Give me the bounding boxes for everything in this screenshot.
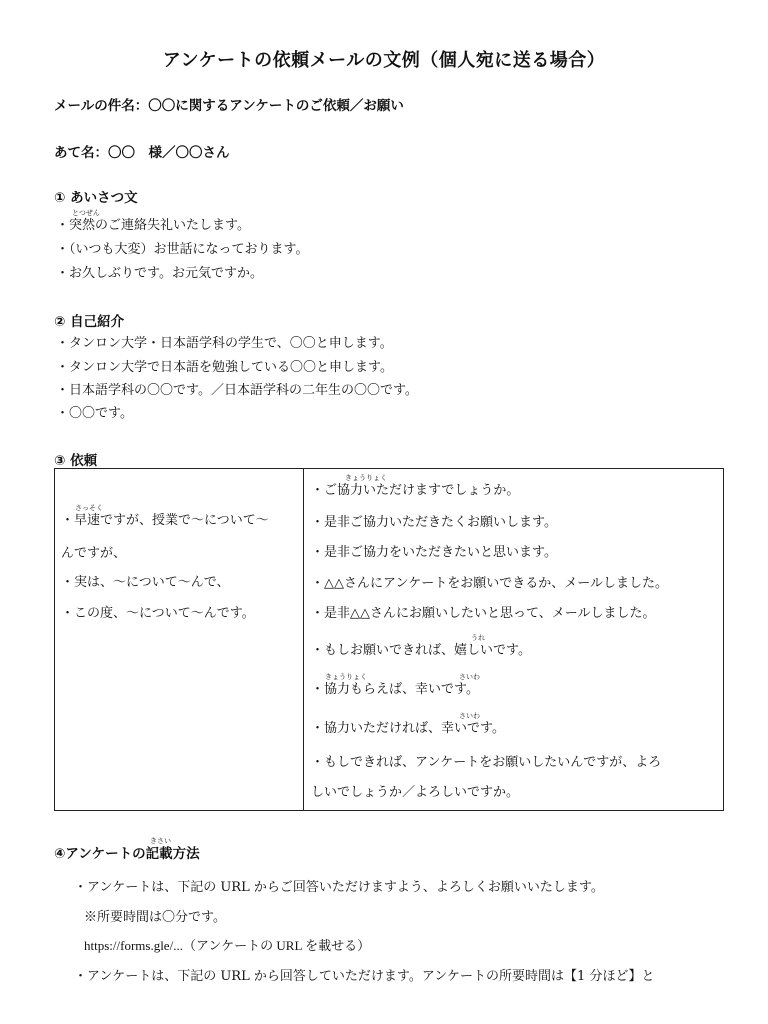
greeting-item: ・（いつも大変）お世話になっております。: [56, 242, 309, 257]
request-right-line: きょうりょく ・ご協力いただけますでしょうか。: [311, 474, 520, 498]
self-intro-item: ・〇〇です。: [56, 406, 133, 421]
request-left-line: ・この度、～について～んです。: [61, 606, 255, 621]
self-intro-item: ・タンロン大学・日本語学科の学生で、〇〇と申します。: [56, 336, 393, 351]
greeting-item: とつぜん ・突然のご連絡失礼いたします。: [56, 209, 250, 233]
request-left-line: ・実は、～について～んで、: [61, 575, 230, 590]
ruby-saiwai: さいわ: [459, 673, 480, 681]
section-self-intro-heading: ② 自己紹介: [54, 314, 125, 330]
greeting-item: ・お久しぶりです。お元気ですか。: [56, 266, 263, 281]
ruby-totsuzen: とつぜん: [72, 209, 100, 217]
self-intro-item: ・日本語学科の〇〇です。／日本語学科の二年生の〇〇です。: [56, 383, 418, 398]
ruby-sassoku: さっそく: [75, 504, 103, 512]
request-left-line: さっそく ・早速ですが、授業で～について～: [61, 504, 269, 528]
page-title: アンケートの依頼メールの文例（個人宛に送る場合）: [162, 50, 606, 71]
survey-url-line: https://forms.gle/...（アンケートの URL を載せる）: [84, 938, 371, 953]
request-right-line: さいわ ・協力いただければ、幸いです。: [311, 712, 505, 736]
section-request-heading: ③ 依頼: [54, 453, 98, 469]
ruby-kisai: きさい: [150, 837, 171, 845]
method-line: ・アンケートは、下記の URL からご回答いただけますよう、よろしくお願いいたします。: [74, 880, 604, 895]
ruby-kyouryoku: きょうりょく: [325, 673, 367, 681]
request-right-line: ・もしできれば、アンケートをお願いしたいんですが、よろ: [311, 755, 662, 770]
method-line: ※所要時間は〇分です。: [84, 910, 226, 925]
request-right-line: きょうりょく さいわ ・協力もらえば、幸いです。: [311, 673, 480, 697]
request-right-line: うれ ・もしお願いできれば、嬉しいです。: [311, 634, 531, 658]
request-left-line: んですが、: [61, 546, 127, 561]
email-subject-line: メールの件名：〇〇に関するアンケートのご依頼／お願い: [54, 98, 404, 114]
section-greeting-heading: ① あいさつ文: [54, 190, 138, 206]
addressee-line: あて名：〇〇 様／〇〇さん: [54, 145, 230, 161]
ruby-saiwai: さいわ: [459, 712, 480, 720]
ruby-ure: うれ: [471, 634, 485, 642]
section-method-heading: きさい ④アンケートの記載方法: [54, 837, 200, 862]
request-right-line: ・△△さんにアンケートをお願いできるか、メールしました。: [311, 576, 668, 591]
table-column-divider: [303, 469, 304, 810]
self-intro-item: ・タンロン大学で日本語を勉強している〇〇と申します。: [56, 360, 393, 375]
method-line: ・アンケートは、下記の URL から回答していただけます。アンケートの所要時間は【1 分ほど】と: [74, 969, 655, 984]
request-right-line: しいでしょうか／よろしいですか。: [311, 785, 520, 800]
request-right-line: ・是非ご協力いただきたくお願いします。: [311, 515, 557, 530]
ruby-kyouryoku: きょうりょく: [345, 474, 387, 482]
request-right-line: ・是非△△さんにお願いしたいと思って、メールしました。: [311, 606, 656, 621]
request-right-line: ・是非ご協力をいただきたいと思います。: [311, 545, 557, 560]
request-table: [54, 468, 724, 811]
